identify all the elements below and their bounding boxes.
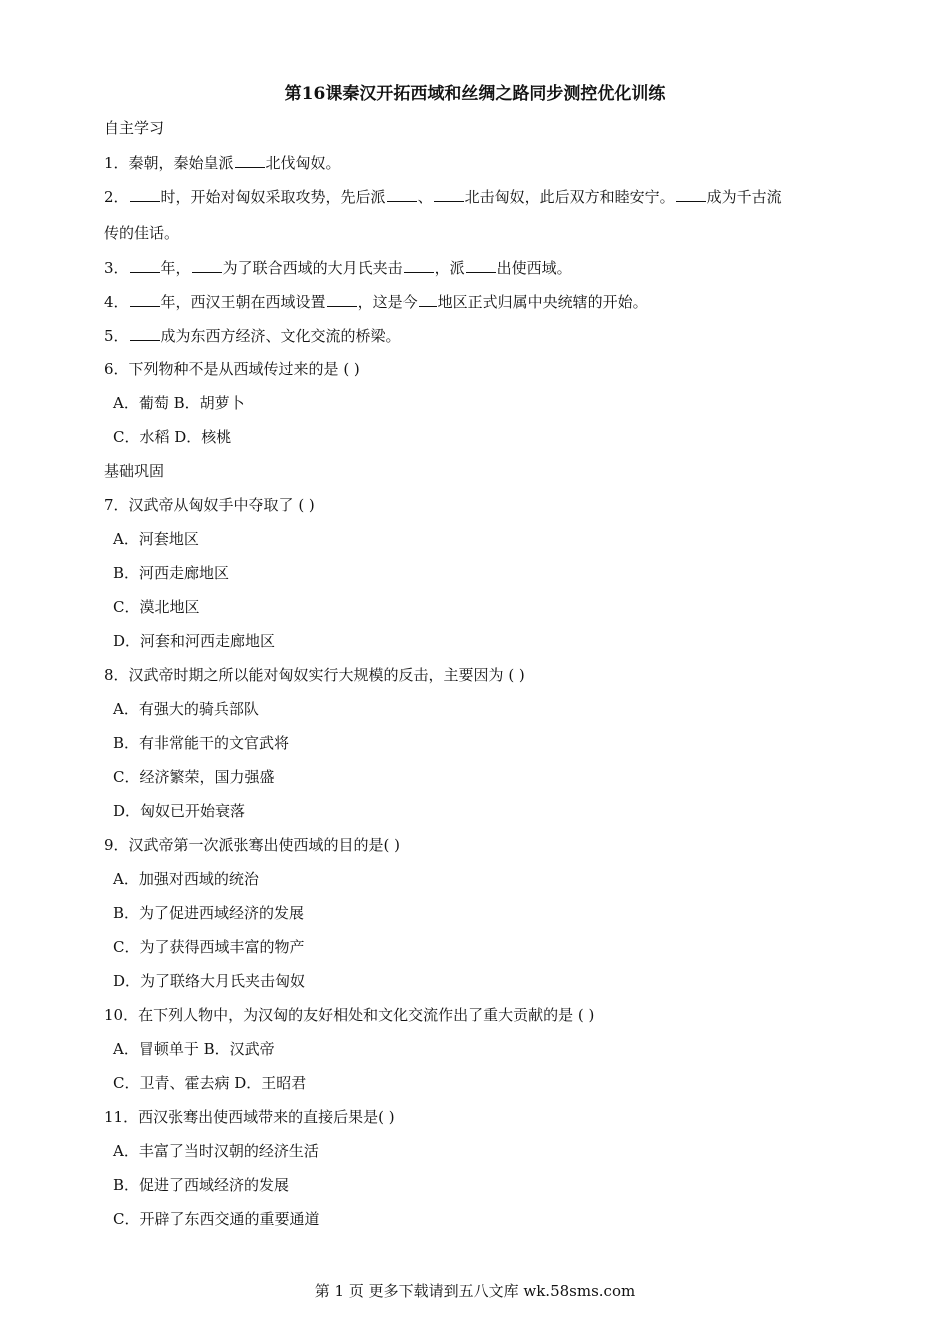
question-8-option-b: B．有非常能干的文官武将 xyxy=(113,734,290,752)
question-8-option-a: A．有强大的骑兵部队 xyxy=(113,700,259,718)
question-2-continued: 传的佳话。 xyxy=(104,224,180,242)
question-11-stem: 11．西汉张骞出使西域带来的直接后果是( ) xyxy=(104,1108,395,1126)
question-7-option-a: A．河套地区 xyxy=(113,530,199,548)
section-heading-basic: 基础巩固 xyxy=(104,462,165,480)
question-3: 3． 年， 为了联合西域的大月氏夹击 ，派 出使西域。 xyxy=(104,254,864,288)
question-11-option-a: A．丰富了当时汉朝的经济生活 xyxy=(113,1142,319,1160)
fill-blank xyxy=(434,183,464,202)
question-11-option-b: B．促进了西域经济的发展 xyxy=(113,1176,290,1194)
question-6-options-row-1: A．葡萄 B．胡萝卜 xyxy=(113,394,245,412)
fill-blank xyxy=(466,254,496,273)
question-10-options-row-1: A．冒顿单于 B．汉武帝 xyxy=(113,1040,275,1058)
question-6-options-row-2: C．水稻 D．核桃 xyxy=(113,428,232,446)
fill-blank xyxy=(419,288,437,307)
page-title: 第16课秦汉开拓西域和丝绸之路同步测控优化训练 xyxy=(284,84,666,104)
question-5: 5． 成为东西方经济、文化交流的桥梁。 xyxy=(104,322,864,356)
question-8-stem: 8．汉武帝时期之所以能对匈奴实行大规模的反击，主要因为 ( ) xyxy=(104,666,525,684)
document-body xyxy=(104,115,864,1240)
question-7-stem: 7．汉武帝从匈奴手中夺取了 ( ) xyxy=(104,496,315,514)
fill-blank xyxy=(130,288,160,307)
fill-blank xyxy=(676,183,706,202)
question-9-option-a: A．加强对西域的统治 xyxy=(113,870,259,888)
question-10-stem: 10．在下列人物中，为汉匈的友好相处和文化交流作出了重大贡献的是 ( ) xyxy=(104,1006,595,1024)
fill-blank xyxy=(192,254,222,273)
question-7-option-d: D．河套和河西走廊地区 xyxy=(113,632,276,650)
page-footer: 第 1 页 更多下载请到五八文库 wk.58sms.com xyxy=(314,1282,636,1300)
question-8-option-d: D．匈奴已开始衰落 xyxy=(113,802,246,820)
question-6-stem: 6．下列物种不是从西域传过来的是 ( ) xyxy=(104,360,360,378)
question-4: 4． 年，西汉王朝在西域设置 ，这是今 地区正式归属中央统辖的开始。 xyxy=(104,288,864,322)
section-heading-self-study: 自主学习 xyxy=(104,119,165,137)
question-9-stem: 9．汉武帝第一次派张骞出使西域的目的是( ) xyxy=(104,836,401,854)
fill-blank xyxy=(387,183,417,202)
question-11-option-c: C．开辟了东西交通的重要通道 xyxy=(113,1210,320,1228)
question-9-option-b: B．为了促进西域经济的发展 xyxy=(113,904,305,922)
fill-blank xyxy=(327,288,357,307)
question-2: 2． 时，开始对匈奴采取攻势，先后派 、 北击匈奴，此后双方和睦安宁。 成为千古流 xyxy=(104,183,864,220)
fill-blank xyxy=(130,254,160,273)
question-1: 1．秦朝，秦始皇派 北伐匈奴。 xyxy=(104,149,864,183)
fill-blank xyxy=(130,183,160,202)
fill-blank xyxy=(404,254,434,273)
question-8-option-c: C．经济繁荣，国力强盛 xyxy=(113,768,275,786)
fill-blank xyxy=(235,149,265,168)
question-9-option-c: C．为了获得西域丰富的物产 xyxy=(113,938,305,956)
question-10-options-row-2: C．卫青、霍去病 D．王昭君 xyxy=(113,1074,307,1092)
fill-blank xyxy=(130,322,160,341)
question-7-option-b: B．河西走廊地区 xyxy=(113,564,230,582)
question-9-option-d: D．为了联络大月氏夹击匈奴 xyxy=(113,972,306,990)
question-7-option-c: C．漠北地区 xyxy=(113,598,200,616)
